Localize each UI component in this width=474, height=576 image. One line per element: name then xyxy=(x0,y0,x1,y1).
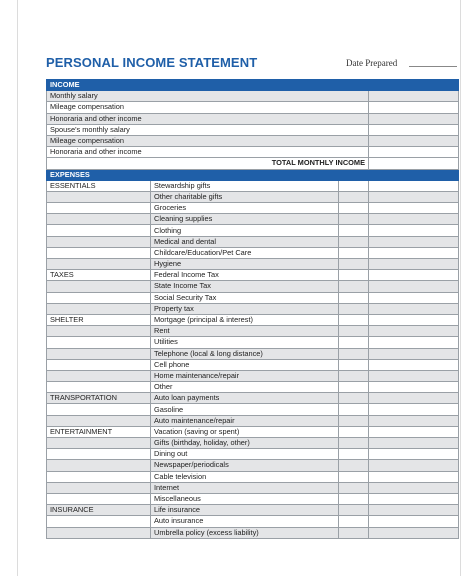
expense-spacer-cell xyxy=(339,247,369,258)
expense-row xyxy=(47,326,459,337)
income-row xyxy=(47,102,459,113)
expense-item-label: Groceries xyxy=(151,203,339,214)
expense-row xyxy=(47,505,459,516)
expense-amount-cell[interactable] xyxy=(369,337,459,348)
date-prepared-field[interactable] xyxy=(409,66,457,67)
income-amount-cell[interactable] xyxy=(369,102,459,113)
expense-amount-cell[interactable] xyxy=(369,303,459,314)
expense-spacer-cell xyxy=(339,337,369,348)
expense-row xyxy=(47,527,459,538)
expense-item-label: Auto insurance xyxy=(151,516,339,527)
expense-spacer-cell xyxy=(339,225,369,236)
expense-amount-cell[interactable] xyxy=(369,415,459,426)
income-amount-cell[interactable] xyxy=(369,135,459,146)
expense-amount-cell[interactable] xyxy=(369,180,459,191)
expense-category xyxy=(47,225,151,236)
expense-item-label: Umbrella policy (excess liability) xyxy=(151,527,339,538)
expense-row xyxy=(47,259,459,270)
expense-spacer-cell xyxy=(339,415,369,426)
expense-amount-cell[interactable] xyxy=(369,225,459,236)
income-statement-table xyxy=(46,79,459,539)
expense-category xyxy=(47,415,151,426)
document-page xyxy=(17,0,461,576)
expense-item-label: Hygiene xyxy=(151,259,339,270)
expense-amount-cell[interactable] xyxy=(369,516,459,527)
expense-row xyxy=(47,337,459,348)
expense-amount-cell[interactable] xyxy=(369,426,459,437)
expense-item-label: Childcare/Education/Pet Care xyxy=(151,247,339,258)
expense-row xyxy=(47,180,459,191)
income-amount-cell[interactable] xyxy=(369,113,459,124)
income-header-row xyxy=(47,80,459,91)
income-item-label: Monthly salary xyxy=(47,91,369,102)
expense-spacer-cell xyxy=(339,303,369,314)
expense-category xyxy=(47,281,151,292)
expense-spacer-cell xyxy=(339,382,369,393)
expense-spacer-cell xyxy=(339,281,369,292)
expense-item-label: Internet xyxy=(151,482,339,493)
expense-spacer-cell xyxy=(339,191,369,202)
expense-amount-cell[interactable] xyxy=(369,370,459,381)
income-item-label: Mileage compensation xyxy=(47,135,369,146)
expense-category xyxy=(47,348,151,359)
expense-category xyxy=(47,404,151,415)
expense-category xyxy=(47,236,151,247)
expense-category xyxy=(47,471,151,482)
income-row xyxy=(47,135,459,146)
income-header-amount xyxy=(369,80,459,91)
expense-spacer-cell xyxy=(339,449,369,460)
expense-spacer-cell xyxy=(339,482,369,493)
expense-amount-cell[interactable] xyxy=(369,270,459,281)
expense-item-label: Social Security Tax xyxy=(151,292,339,303)
expense-item-label: Auto maintenance/repair xyxy=(151,415,339,426)
expense-spacer-cell xyxy=(339,180,369,191)
expenses-header-amount xyxy=(369,169,459,180)
expense-item-label: Auto loan payments xyxy=(151,393,339,404)
expense-spacer-cell xyxy=(339,259,369,270)
expense-item-label: Cell phone xyxy=(151,359,339,370)
expense-category xyxy=(47,382,151,393)
expense-amount-cell[interactable] xyxy=(369,326,459,337)
expense-category xyxy=(47,516,151,527)
expense-spacer-cell xyxy=(339,460,369,471)
income-row xyxy=(47,124,459,135)
expense-spacer-cell xyxy=(339,348,369,359)
expense-category xyxy=(47,214,151,225)
expense-category: ESSENTIALS xyxy=(47,180,151,191)
expense-row xyxy=(47,247,459,258)
expense-category: SHELTER xyxy=(47,314,151,325)
expense-amount-cell[interactable] xyxy=(369,191,459,202)
income-amount-cell[interactable] xyxy=(369,124,459,135)
expense-row xyxy=(47,303,459,314)
expense-row xyxy=(47,292,459,303)
expense-amount-cell[interactable] xyxy=(369,493,459,504)
expense-spacer-cell xyxy=(339,438,369,449)
expense-spacer-cell xyxy=(339,236,369,247)
expense-amount-cell[interactable] xyxy=(369,471,459,482)
expense-spacer-cell xyxy=(339,203,369,214)
expense-row xyxy=(47,415,459,426)
expense-item-label: Life insurance xyxy=(151,505,339,516)
expense-spacer-cell xyxy=(339,314,369,325)
expense-item-label: Newspaper/periodicals xyxy=(151,460,339,471)
expense-spacer-cell xyxy=(339,404,369,415)
total-income-label: TOTAL MONTHLY INCOME xyxy=(47,158,369,169)
expense-amount-cell[interactable] xyxy=(369,527,459,538)
expense-spacer-cell xyxy=(339,370,369,381)
expense-amount-cell[interactable] xyxy=(369,348,459,359)
expense-category: ENTERTAINMENT xyxy=(47,426,151,437)
expense-item-label: Utilities xyxy=(151,337,339,348)
expense-row xyxy=(47,314,459,325)
income-amount-cell[interactable] xyxy=(369,91,459,102)
expense-category: TRANSPORTATION xyxy=(47,393,151,404)
expense-category xyxy=(47,527,151,538)
expense-row xyxy=(47,214,459,225)
expense-spacer-cell xyxy=(339,359,369,370)
expense-row xyxy=(47,482,459,493)
expense-row xyxy=(47,191,459,202)
expense-amount-cell[interactable] xyxy=(369,259,459,270)
expense-item-label: Other charitable gifts xyxy=(151,191,339,202)
income-item-label: Mileage compensation xyxy=(47,102,369,113)
expense-row xyxy=(47,370,459,381)
total-income-cell[interactable] xyxy=(369,158,459,169)
expense-item-label: Property tax xyxy=(151,303,339,314)
expense-category xyxy=(47,203,151,214)
expenses-header-row xyxy=(47,169,459,180)
expense-category xyxy=(47,303,151,314)
expense-item-label: Cable television xyxy=(151,471,339,482)
expense-item-label: Stewardship gifts xyxy=(151,180,339,191)
expense-row xyxy=(47,281,459,292)
expense-item-label: Dining out xyxy=(151,449,339,460)
expense-row xyxy=(47,236,459,247)
expense-amount-cell[interactable] xyxy=(369,460,459,471)
expense-item-label: Gifts (birthday, holiday, other) xyxy=(151,438,339,449)
expense-category: INSURANCE xyxy=(47,505,151,516)
expense-row xyxy=(47,460,459,471)
expense-row xyxy=(47,348,459,359)
expense-category xyxy=(47,191,151,202)
expense-row xyxy=(47,516,459,527)
expense-amount-cell[interactable] xyxy=(369,236,459,247)
expense-category xyxy=(47,247,151,258)
expense-amount-cell[interactable] xyxy=(369,214,459,225)
expense-amount-cell[interactable] xyxy=(369,359,459,370)
table-body xyxy=(47,80,459,539)
expense-spacer-cell xyxy=(339,292,369,303)
expense-spacer-cell xyxy=(339,493,369,504)
expense-item-label: Mortgage (principal & interest) xyxy=(151,314,339,325)
expense-category xyxy=(47,259,151,270)
expense-item-label: Rent xyxy=(151,326,339,337)
expense-item-label: Home maintenance/repair xyxy=(151,370,339,381)
expense-row xyxy=(47,382,459,393)
expense-item-label: Federal Income Tax xyxy=(151,270,339,281)
expense-category xyxy=(47,326,151,337)
expense-amount-cell[interactable] xyxy=(369,449,459,460)
expense-row xyxy=(47,438,459,449)
expense-row xyxy=(47,426,459,437)
expense-row xyxy=(47,225,459,236)
expense-item-label: Medical and dental xyxy=(151,236,339,247)
expense-category xyxy=(47,493,151,504)
expense-amount-cell[interactable] xyxy=(369,482,459,493)
expense-item-label: Miscellaneous xyxy=(151,493,339,504)
expense-category xyxy=(47,292,151,303)
expense-amount-cell[interactable] xyxy=(369,281,459,292)
expense-row xyxy=(47,449,459,460)
expense-amount-cell[interactable] xyxy=(369,292,459,303)
total-income-row xyxy=(47,158,459,169)
income-item-label: Honoraria and other income xyxy=(47,147,369,158)
expense-row xyxy=(47,270,459,281)
expense-spacer-cell xyxy=(339,471,369,482)
expense-spacer-cell xyxy=(339,426,369,437)
expense-row xyxy=(47,393,459,404)
expense-item-label: Other xyxy=(151,382,339,393)
income-row xyxy=(47,147,459,158)
expense-category xyxy=(47,482,151,493)
expense-row xyxy=(47,404,459,415)
expense-amount-cell[interactable] xyxy=(369,314,459,325)
expense-spacer-cell xyxy=(339,270,369,281)
expense-row xyxy=(47,493,459,504)
page-title: PERSONAL INCOME STATEMENT xyxy=(46,55,258,70)
expense-spacer-cell xyxy=(339,527,369,538)
expense-amount-cell[interactable] xyxy=(369,505,459,516)
expense-item-label: Clothing xyxy=(151,225,339,236)
expense-spacer-cell xyxy=(339,214,369,225)
expense-spacer-cell xyxy=(339,326,369,337)
expense-row xyxy=(47,359,459,370)
expense-category xyxy=(47,438,151,449)
expense-amount-cell[interactable] xyxy=(369,393,459,404)
income-row xyxy=(47,91,459,102)
date-prepared-label: Date Prepared xyxy=(346,58,398,68)
expense-category xyxy=(47,337,151,348)
expense-category: TAXES xyxy=(47,270,151,281)
expense-amount-cell[interactable] xyxy=(369,382,459,393)
income-header: INCOME xyxy=(47,80,369,91)
income-row xyxy=(47,113,459,124)
expense-spacer-cell xyxy=(339,505,369,516)
expense-spacer-cell xyxy=(339,393,369,404)
expense-row xyxy=(47,471,459,482)
expense-amount-cell[interactable] xyxy=(369,438,459,449)
expense-item-label: Cleaning supplies xyxy=(151,214,339,225)
expense-item-label: Telephone (local & long distance) xyxy=(151,348,339,359)
expense-spacer-cell xyxy=(339,516,369,527)
expense-category xyxy=(47,359,151,370)
expense-amount-cell[interactable] xyxy=(369,247,459,258)
expense-item-label: Vacation (saving or spent) xyxy=(151,426,339,437)
expense-category xyxy=(47,449,151,460)
expense-category xyxy=(47,460,151,471)
expense-amount-cell[interactable] xyxy=(369,404,459,415)
expenses-header: EXPENSES xyxy=(47,169,369,180)
income-item-label: Spouse's monthly salary xyxy=(47,124,369,135)
expense-item-label: State Income Tax xyxy=(151,281,339,292)
expense-row xyxy=(47,203,459,214)
income-item-label: Honoraria and other income xyxy=(47,113,369,124)
expense-amount-cell[interactable] xyxy=(369,203,459,214)
expense-item-label: Gasoline xyxy=(151,404,339,415)
income-amount-cell[interactable] xyxy=(369,147,459,158)
expense-category xyxy=(47,370,151,381)
